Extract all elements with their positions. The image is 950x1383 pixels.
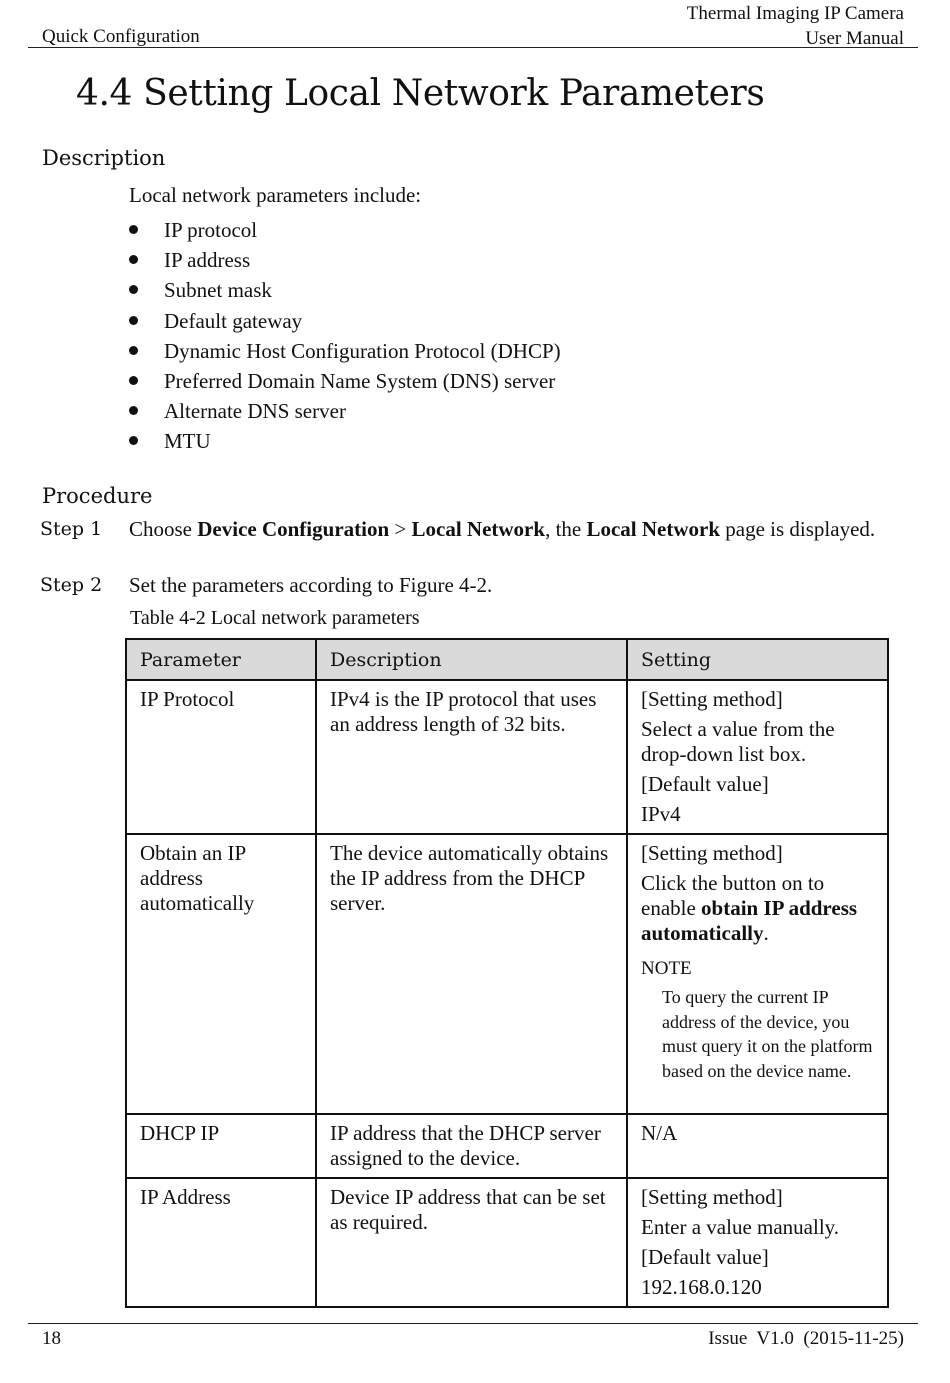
list-item: Default gateway — [128, 306, 561, 336]
menu-path-device-configuration: Device Configuration — [197, 517, 390, 541]
section-title: 4.4 Setting Local Network Parameters — [76, 73, 765, 114]
default-value: 192.168.0.120 — [641, 1275, 762, 1299]
cell-parameter: Obtain an IP address automatically — [126, 834, 316, 1114]
list-item: Subnet mask — [128, 275, 561, 305]
list-item: Preferred Domain Name System (DNS) server — [128, 366, 561, 396]
setting-method: Enter a value manually. — [641, 1215, 840, 1239]
note-text: To query the current IP address of the device, you must query it on the platform based on the device name. — [662, 987, 873, 1081]
menu-path-local-network: Local Network — [411, 517, 546, 541]
list-item: Alternate DNS server — [128, 396, 561, 426]
step-2-text: Set the parameters according to Figure 4-2. — [129, 573, 493, 597]
step-1-label: Step 1 — [40, 518, 103, 540]
cell-setting — [627, 834, 888, 1114]
cell-setting: N/A — [627, 1114, 888, 1178]
cell-parameter: DHCP IP — [126, 1114, 316, 1178]
column-header-description: Description — [316, 639, 627, 680]
list-item: IP address — [128, 245, 561, 275]
page-number: 18 — [42, 1328, 61, 1349]
footer-rule — [28, 1323, 918, 1324]
list-item: MTU — [128, 426, 561, 456]
header-chapter: Quick Configuration — [42, 26, 200, 47]
column-header-parameter: Parameter — [126, 639, 316, 680]
step-2-label: Step 2 — [40, 574, 103, 596]
header-title — [687, 1, 904, 51]
description-intro: Local network parameters include: — [129, 183, 422, 207]
setting-method-label: [Setting method] — [641, 1185, 783, 1209]
setting-method-label: [Setting method] — [641, 687, 783, 711]
note-label: NOTE — [641, 958, 692, 979]
table-row — [126, 1114, 888, 1178]
page-name-local-network: Local Network — [586, 517, 721, 541]
procedure-heading: Procedure — [42, 484, 153, 508]
table-caption: Table 4-2 Local network parameters — [130, 607, 420, 629]
header-product: Thermal Imaging IP Camera — [686, 3, 904, 24]
option-obtain-ip-automatically: obtain IP address automatically — [641, 896, 858, 945]
list-item: Dynamic Host Configuration Protocol (DHCP) — [128, 336, 561, 366]
step-1 — [40, 517, 900, 542]
cell-setting — [627, 680, 888, 834]
issue-version: Issue V1.0 (2015-11-25) — [708, 1328, 904, 1349]
description-heading: Description — [42, 146, 166, 170]
header-rule — [28, 47, 918, 48]
table-row — [126, 1178, 888, 1307]
cell-description: Device IP address that can be set as required. — [316, 1178, 627, 1307]
default-value-label: [Default value] — [641, 1245, 769, 1269]
parameter-list — [128, 215, 561, 457]
column-header-setting: Setting — [627, 639, 888, 680]
parameters-table — [125, 638, 889, 1308]
setting-method: Select a value from the drop-down list box. — [641, 717, 835, 766]
cell-parameter: IP Protocol — [126, 680, 316, 834]
header-doc-type: User Manual — [805, 28, 904, 49]
table-header-row — [126, 639, 888, 680]
step-1-text: Choose Device Configuration > Local Network, the Local Network page is displayed. — [129, 517, 876, 541]
list-item: IP protocol — [128, 215, 561, 245]
cell-setting — [627, 1178, 888, 1307]
cell-parameter: IP Address — [126, 1178, 316, 1307]
step-2 — [40, 573, 900, 598]
cell-description: IPv4 is the IP protocol that uses an address length of 32 bits. — [316, 680, 627, 834]
default-value-label: [Default value] — [641, 772, 769, 796]
cell-description: The device automatically obtains the IP address from the DHCP server. — [316, 834, 627, 1114]
default-value: IPv4 — [641, 802, 681, 826]
setting-method: Click the button on to enable obtain IP address automatically. — [641, 871, 858, 945]
table-row — [126, 834, 888, 1114]
table-row — [126, 680, 888, 834]
cell-description: IP address that the DHCP server assigned to the device. — [316, 1114, 627, 1178]
setting-method-label: [Setting method] — [641, 841, 783, 865]
